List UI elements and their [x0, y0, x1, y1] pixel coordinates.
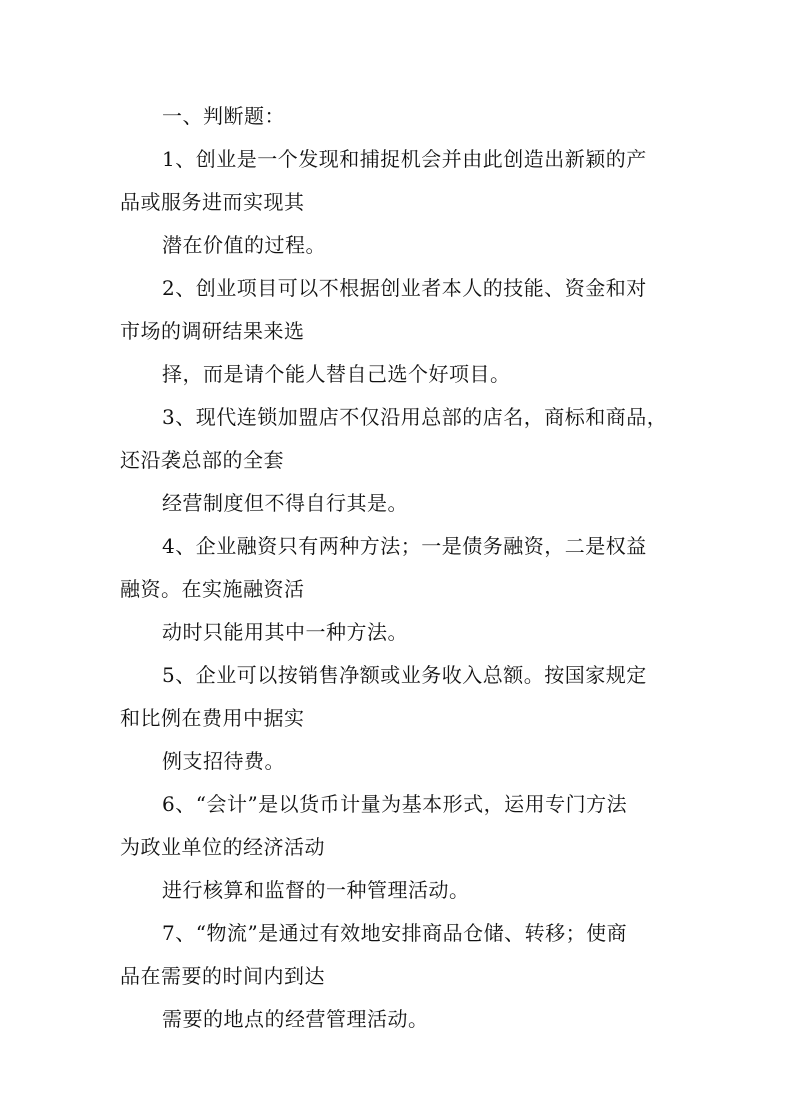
item-4-line-1: 4、企业融资只有两种方法；一是债务融资，二是权益	[162, 534, 647, 558]
item-1-line-1: 1、创业是一个发现和捕捉机会并由此创造出新颖的产	[162, 147, 647, 171]
item-1-line-3: 潜在价值的过程。	[162, 233, 326, 257]
item-4-line-2: 融资。在实施融资活	[120, 577, 305, 601]
item-2-line-2: 市场的调研结果来选	[120, 319, 305, 343]
section-heading: 一、判断题：	[162, 104, 285, 128]
item-3-line-1: 3、现代连锁加盟店不仅沿用总部的店名，商标和商品，	[162, 405, 668, 429]
item-3-line-3: 经营制度但不得自行其是。	[162, 491, 408, 515]
item-6-line-3: 进行核算和监督的一种管理活动。	[162, 878, 470, 902]
item-7-line-1: 7、“物流”是通过有效地安排商品仓储、转移；使商	[162, 921, 628, 945]
item-5-line-1: 5、企业可以按销售净额或业务收入总额。按国家规定	[162, 663, 647, 687]
item-7-line-3: 需要的地点的经营管理活动。	[162, 1007, 429, 1031]
item-6-line-1: 6、“会计”是以货币计量为基本形式，运用专门方法	[162, 792, 628, 816]
item-2-line-3: 择，而是请个能人替自己选个好项目。	[162, 362, 511, 386]
item-3-line-2: 还沿袭总部的全套	[120, 448, 284, 472]
item-2-line-1: 2、创业项目可以不根据创业者本人的技能、资金和对	[162, 276, 647, 300]
item-5-line-2: 和比例在费用中据实	[120, 706, 305, 730]
item-5-line-3: 例支招待费。	[162, 749, 285, 773]
item-1-line-2: 品或服务进而实现其	[120, 190, 305, 214]
item-4-line-3: 动时只能用其中一种方法。	[162, 620, 408, 644]
item-6-line-2: 为政业单位的经济活动	[120, 835, 325, 859]
item-7-line-2: 品在需要的时间内到达	[120, 964, 325, 988]
